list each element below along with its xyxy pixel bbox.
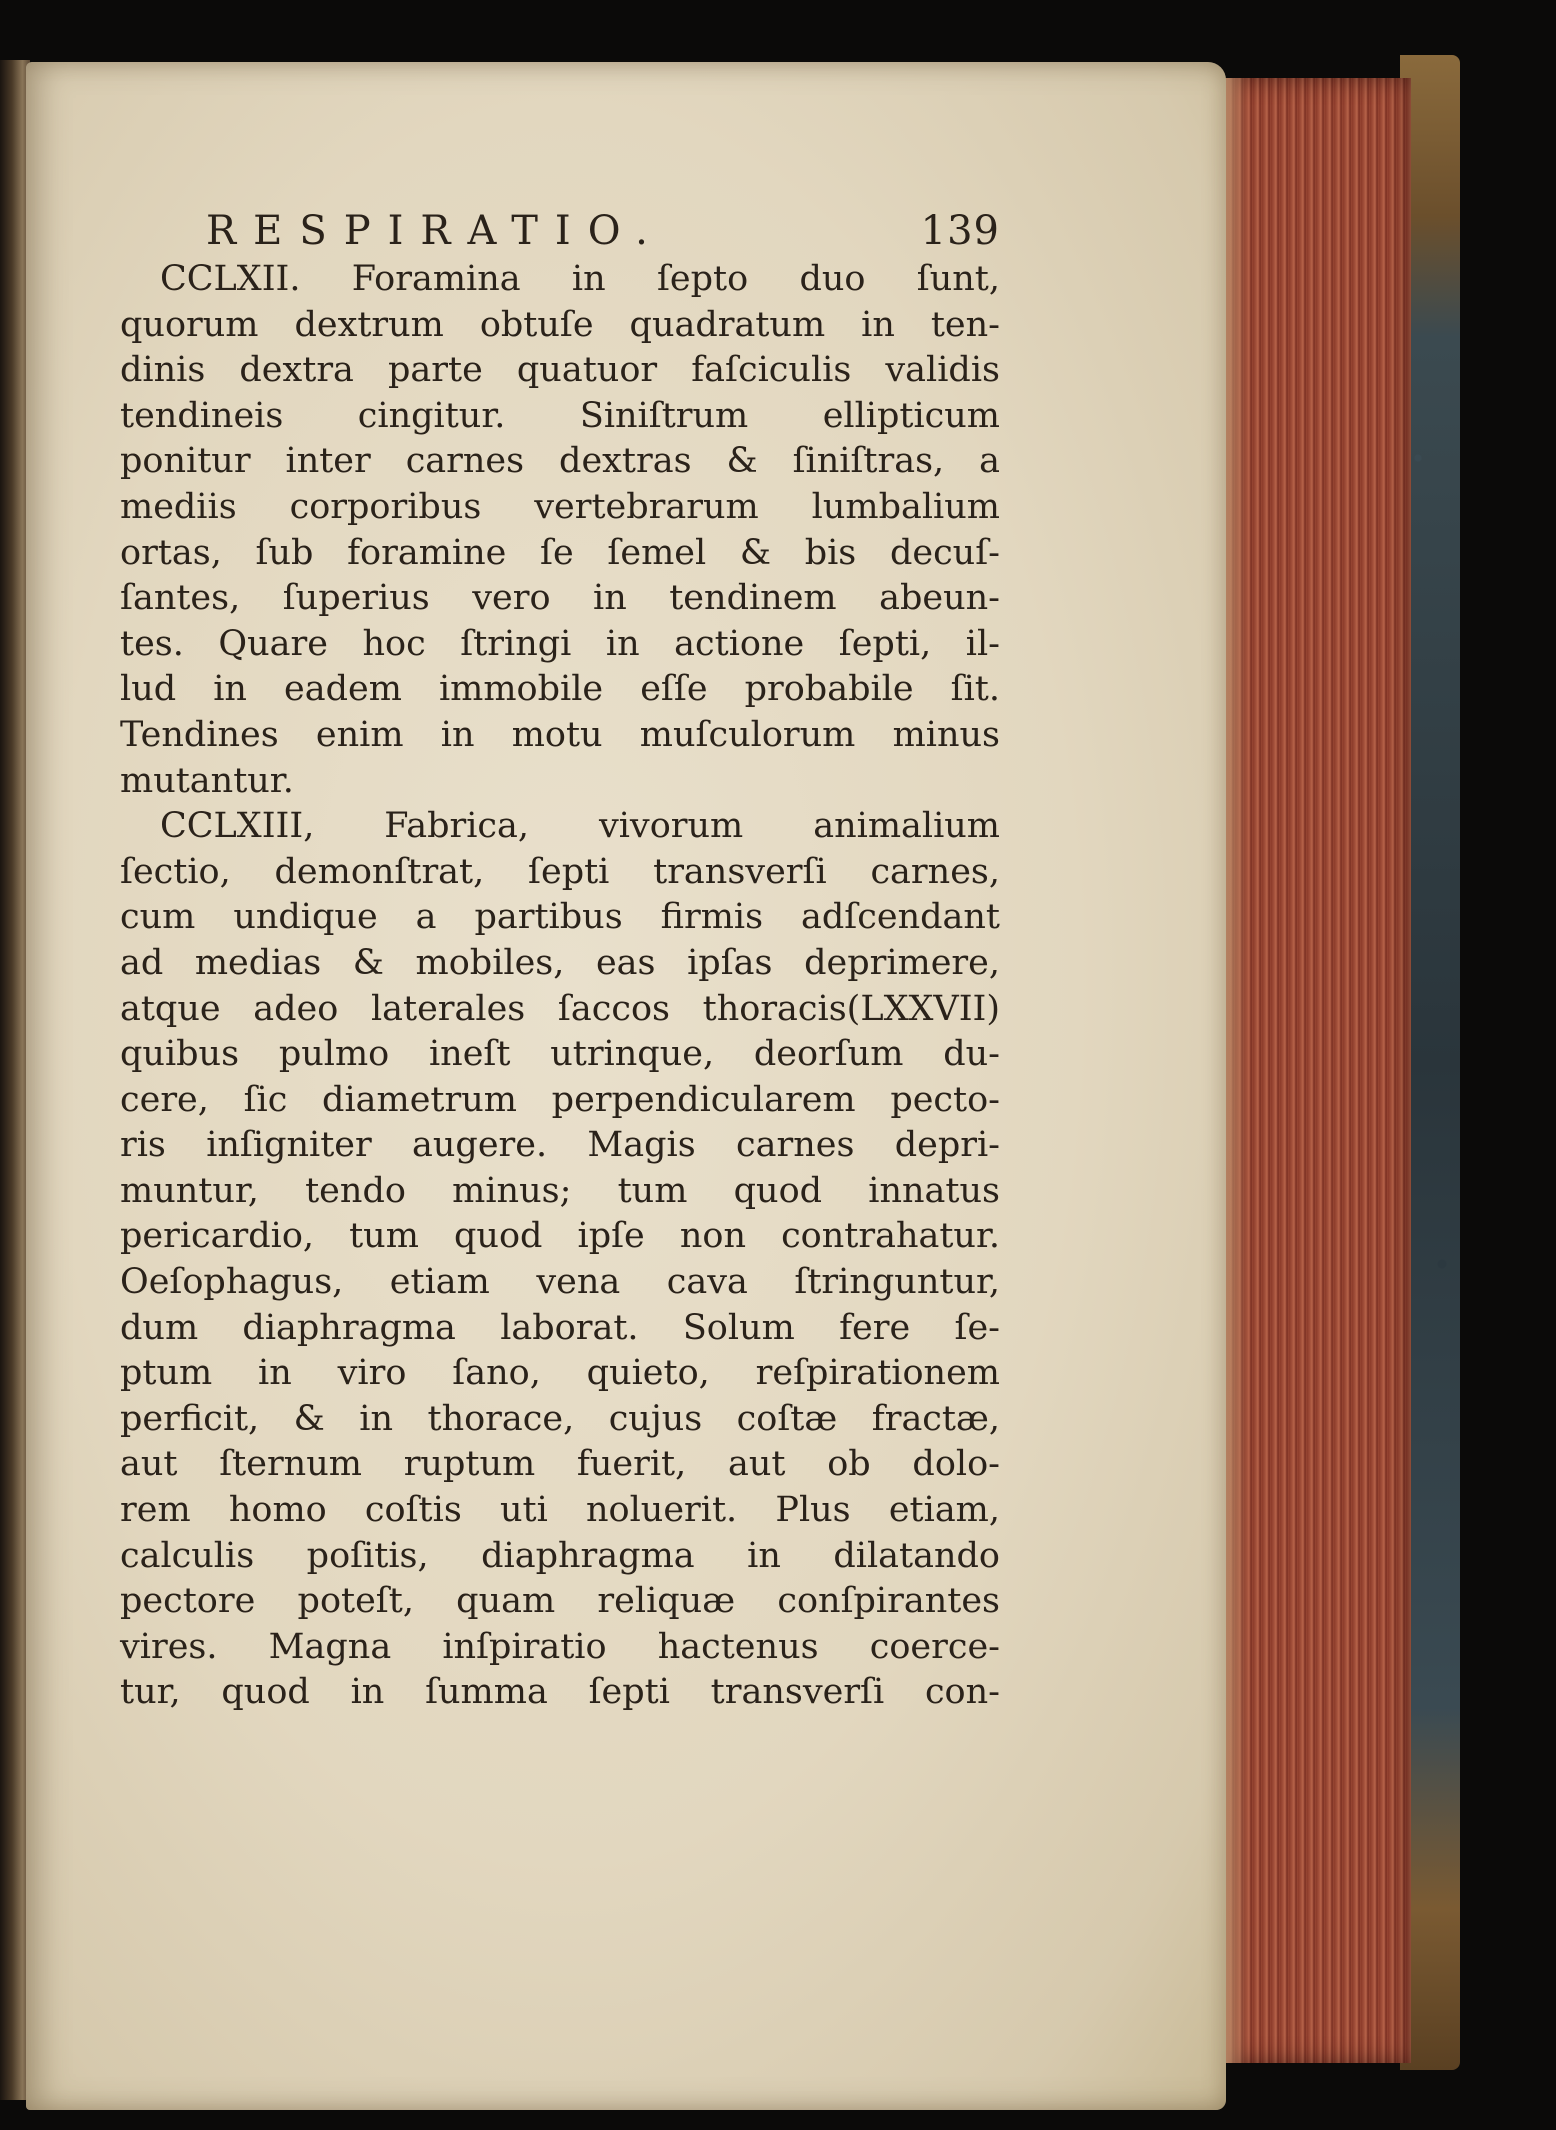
text-line: dum diaphragma laborat. Solum fere ſe-	[120, 1307, 1000, 1348]
running-head	[120, 205, 1000, 257]
paragraph-cclxiii	[120, 804, 1000, 1716]
text-line: ponitur inter carnes dextras & ſiniſtras, a	[120, 441, 1000, 482]
running-head-title: RESPIRATIO.	[206, 208, 665, 254]
text-line: cere, ſic diametrum perpendicularem pecto-	[120, 1079, 1000, 1120]
text-line: ortas, ſub foramine ſe ſemel & bis decuſ-	[120, 532, 1000, 573]
text-line: muntur, tendo minus; tum quod innatus	[120, 1170, 1000, 1211]
text-line: ad medias & mobiles, eas ipſas deprimere,	[120, 942, 1000, 983]
text-line: CCLXIII, Fabrica, vivorum animalium	[160, 806, 1000, 847]
text-line: atque adeo laterales ſaccos thoracis(LXXVII)	[120, 988, 1000, 1029]
text-line: dinis dextra parte quatuor faſciculis validis	[120, 350, 1000, 391]
text-line: pectore poteſt, quam reliquæ conſpirantes	[120, 1581, 1000, 1622]
text-line: tur, quod in ſumma ſepti transverſi con-	[120, 1672, 1000, 1713]
text-line: Oeſophagus, etiam vena cava ſtringuntur,	[120, 1262, 1000, 1303]
text-line: ptum in viro ſano, quieto, reſpirationem	[120, 1353, 1000, 1394]
text-line: Tendines enim in motu muſculorum minus	[120, 714, 1000, 755]
text-line: ris inſigniter augere. Magis carnes depri-	[120, 1125, 1000, 1166]
text-line: perficit, & in thorace, cujus coſtæ fractæ,	[120, 1398, 1000, 1439]
text-line: rem homo coſtis uti noluerit. Plus etiam,	[120, 1490, 1000, 1531]
page-number: 139	[920, 208, 1000, 254]
text-line: calculis poſitis, diaphragma in dilatando	[120, 1535, 1000, 1576]
text-line: cum undique a partibus firmis adſcendant	[120, 897, 1000, 938]
text-line: quorum dextrum obtuſe quadratum in ten-	[120, 304, 1000, 345]
text-line: quibus pulmo ineſt utrinque, deorſum du-	[120, 1034, 1000, 1075]
text-line: tendineis cingitur. Siniſtrum ellipticum	[120, 395, 1000, 436]
text-line: pericardio, tum quod ipſe non contrahatur.	[120, 1216, 1000, 1257]
page-text	[120, 205, 1000, 1716]
text-line: tes. Quare hoc ſtringi in actione ſepti, il-	[120, 623, 1000, 664]
text-line: mutantur.	[120, 760, 294, 801]
text-line: CCLXII. Foramina in ſepto duo ſunt,	[160, 259, 1000, 299]
text-line: ſectio, demonſtrat, ſepti transverſi carnes,	[120, 851, 1000, 892]
text-line: ſantes, ſuperius vero in tendinem abeun-	[120, 578, 1000, 619]
paragraph-cclxii	[120, 257, 1000, 804]
text-line: vires. Magna inſpiratio hactenus coerce-	[120, 1626, 1000, 1667]
text-line: aut ſternum ruptum fuerit, aut ob dolo-	[120, 1444, 1000, 1485]
text-line: lud in eadem immobile eſſe probabile ſit.	[120, 669, 1000, 710]
text-line: mediis corporibus vertebrarum lumbalium	[120, 486, 1000, 527]
